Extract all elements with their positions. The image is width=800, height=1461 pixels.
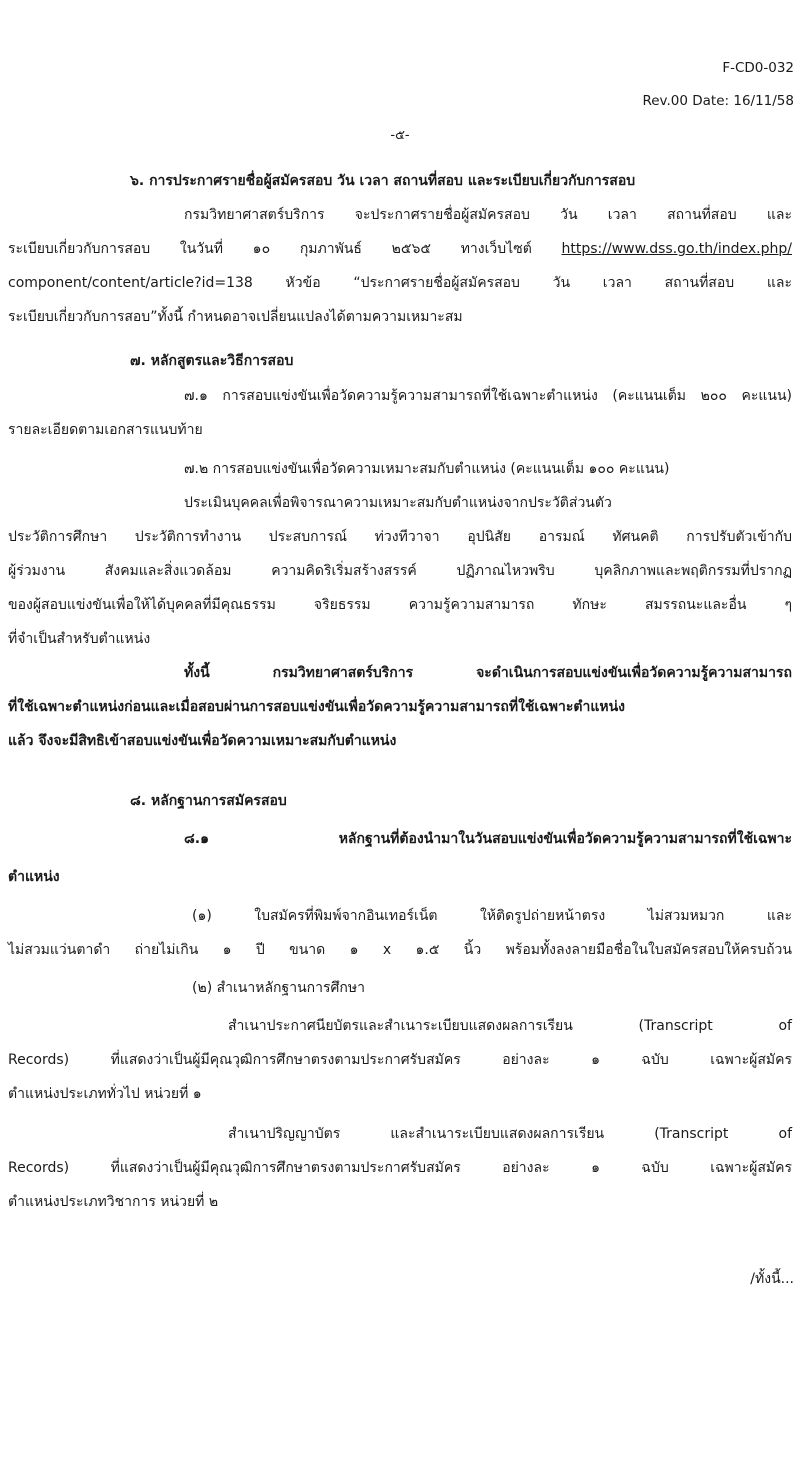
section8-sub1-line1: (๑) ใบสมัครที่พิมพ์จากอินเทอร์เน็ต ให้ติดรูปถ่ายหน้าตรง ไม่สวมหมวก และ <box>192 908 792 924</box>
revision-date: Rev.00 Date: 16/11/58 <box>642 93 794 109</box>
section7-paragraph-line1: ประเมินบุคคลเพื่อพิจารณาความเหมาะสมกับตำแหน่งจากประวัติส่วนตัว <box>184 495 612 511</box>
section8-item1-line1: ๘.๑ หลักฐานที่ต้องนำมาในวันสอบแข่งขันเพื่อวัดความรู้ความสามารถที่ใช้เฉพาะ <box>184 831 792 847</box>
section7-note-line2: ที่ใช้เฉพาะตำแหน่งก่อนและเมื่อสอบผ่านการสอบแข่งขันเพื่อวัดความรู้ความสามารถที่ใช้เฉพาะตำแหน่ง <box>8 699 625 715</box>
section8-degree-line2: Records) ที่แสดงว่าเป็นผู้มีคุณวุฒิการศึกษาตรงตามประกาศรับสมัคร อย่างละ ๑ ฉบับ เฉพาะผู้สมัคร <box>8 1160 792 1176</box>
section8-sub2: (๒) สำเนาหลักฐานการศึกษา <box>192 980 365 996</box>
section7-note-line1: ทั้งนี้ กรมวิทยาศาสตร์บริการ จะดำเนินการสอบแข่งขันเพื่อวัดความรู้ความสามารถ <box>184 665 792 681</box>
section7-paragraph-line3: ผู้ร่วมงาน สังคมและสิ่งแวดล้อม ความคิดริเริ่มสร้างสรรค์ ปฏิภาณไหวพริบ บุคลิกภาพและพฤติกรรมที่ปรากฏ <box>8 563 792 579</box>
section8-heading: ๘. หลักฐานการสมัครสอบ <box>130 793 287 809</box>
section6-line3: component/content/article?id=138 หัวข้อ “ประกาศรายชื่อผู้สมัครสอบ วัน เวลา สถานที่สอบ และ <box>8 275 792 291</box>
section7-paragraph-line4: ของผู้สอบแข่งขันเพื่อให้ได้บุคคลที่มีคุณธรรม จริยธรรม ความรู้ความสามารถ ทักษะ สมรรถนะและอื่น ๆ <box>8 597 792 613</box>
section8-cert-line1: สำเนาประกาศนียบัตรและสำเนาระเบียบแสดงผลการเรียน (Transcript of <box>228 1018 792 1034</box>
section7-heading: ๗. หลักสูตรและวิธีการสอบ <box>130 353 294 369</box>
section8-cert-line2: Records) ที่แสดงว่าเป็นผู้มีคุณวุฒิการศึกษาตรงตามประกาศรับสมัคร อย่างละ ๑ ฉบับ เฉพาะผู้สมัคร <box>8 1052 792 1068</box>
section6-line1: กรมวิทยาศาสตร์บริการ จะประกาศรายชื่อผู้สมัครสอบ วัน เวลา สถานที่สอบ และ <box>184 207 792 223</box>
section6-line4: ระเบียบเกี่ยวกับการสอบ”ทั้งนี้ กำหนดอาจเปลี่ยนแปลงได้ตามความเหมาะสม <box>8 309 463 325</box>
section8-degree-line1: สำเนาปริญญาบัตร และสำเนาระเบียบแสดงผลการเรียน (Transcript of <box>228 1126 792 1142</box>
section7-paragraph-line2: ประวัติการศึกษา ประวัติการทำงาน ประสบการณ์ ท่วงทีวาจา อุปนิสัย อารมณ์ ทัศนคติ การปรับตัวเข้ากับ <box>8 529 792 545</box>
continuation-mark: /ทั้งนี้... <box>750 1271 794 1287</box>
page-number: -๕- <box>390 128 410 143</box>
section6-heading: ๖. การประกาศรายชื่อผู้สมัครสอบ วัน เวลา สถานที่สอบ และระเบียบเกี่ยวกับการสอบ <box>130 173 636 189</box>
section8-item1-line2: ตำแหน่ง <box>8 869 60 885</box>
section8-cert-line3: ตำแหน่งประเภททั่วไป หน่วยที่ ๑ <box>8 1086 202 1102</box>
section7-item1-line1: ๗.๑ การสอบแข่งขันเพื่อวัดความรู้ความสามารถที่ใช้เฉพาะตำแหน่ง (คะแนนเต็ม ๒๐๐ คะแนน) <box>184 388 792 404</box>
form-code: F-CD0-032 <box>722 60 794 76</box>
section6-line2 <box>8 238 792 260</box>
section7-paragraph-line5: ที่จำเป็นสำหรับตำแหน่ง <box>8 631 151 647</box>
section7-item1-line2: รายละเอียดตามเอกสารแนบท้าย <box>8 422 203 438</box>
section7-item2: ๗.๒ การสอบแข่งขันเพื่อวัดความเหมาะสมกับตำแหน่ง (คะแนนเต็ม ๑๐๐ คะแนน) <box>184 461 670 477</box>
section7-note-line3: แล้ว จึงจะมีสิทธิเข้าสอบแข่งขันเพื่อวัดความเหมาะสมกับตำแหน่ง <box>8 733 397 749</box>
section8-degree-line3: ตำแหน่งประเภทวิชาการ หน่วยที่ ๒ <box>8 1194 219 1210</box>
section6-line2-text: ระเบียบเกี่ยวกับการสอบ ในวันที่ ๑๐ กุมภาพันธ์ ๒๕๖๕ ทางเว็บไซต์ <box>8 241 562 257</box>
dss-website-link[interactable]: https://www.dss.go.th/index.php/ <box>561 241 792 257</box>
section8-sub1-line2: ไม่สวมแว่นตาดำ ถ่ายไม่เกิน ๑ ปี ขนาด ๑ x ๑.๕ นิ้ว พร้อมทั้งลงลายมือชื่อในใบสมัครสอบให้ครบถ้วน <box>8 942 792 958</box>
